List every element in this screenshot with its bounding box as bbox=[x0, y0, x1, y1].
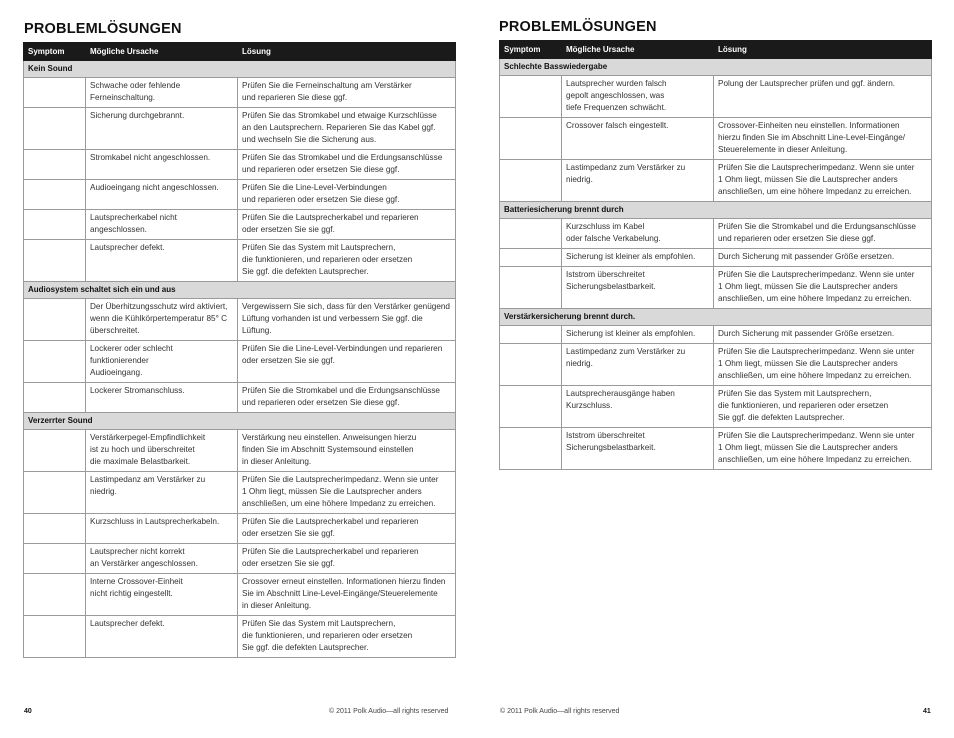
copyright-text: © 2011 Polk Audio—all rights reserved bbox=[329, 708, 449, 715]
section-title: Audiosystem schaltet sich ein und aus bbox=[24, 282, 456, 299]
header-symptom: Symptom bbox=[500, 41, 562, 59]
solution-cell: Prüfen Sie das Stromkabel und die Erdungsanschlüsse und reparieren oder ersetzen Sie diese ggf. bbox=[238, 150, 456, 180]
table-row bbox=[24, 574, 456, 616]
symptom-cell bbox=[500, 428, 562, 470]
table-row bbox=[500, 76, 932, 118]
cause-cell: Sicherung durchgebrannt. bbox=[86, 108, 238, 150]
page-number: 40 bbox=[24, 708, 32, 715]
table-row bbox=[24, 240, 456, 282]
table-row bbox=[24, 616, 456, 658]
page-title: PROBLEMLÖSUNGEN bbox=[499, 19, 657, 35]
symptom-cell bbox=[500, 344, 562, 386]
table-row bbox=[24, 514, 456, 544]
cause-cell: Kurzschluss im Kabel oder falsche Verkabelung. bbox=[562, 219, 714, 249]
symptom-cell bbox=[24, 472, 86, 514]
symptom-cell bbox=[24, 78, 86, 108]
symptom-cell bbox=[500, 326, 562, 344]
solution-cell: Prüfen Sie die Lautsprecherimpedanz. Wenn sie unter 1 Ohm liegt, müssen Sie die Lautsprecher anders anschließen, um eine höhere Impedanz zu erreichen. bbox=[238, 472, 456, 514]
cause-cell: Iststrom überschreitet Sicherungsbelastbarkeit. bbox=[562, 428, 714, 470]
header-cause: Mögliche Ursache bbox=[562, 41, 714, 59]
cause-cell: Lautsprecherausgänge haben Kurzschluss. bbox=[562, 386, 714, 428]
troubleshooting-table bbox=[23, 42, 456, 658]
table-row bbox=[24, 383, 456, 413]
solution-cell: Durch Sicherung mit passender Größe ersetzen. bbox=[714, 326, 932, 344]
symptom-cell bbox=[500, 267, 562, 309]
cause-cell: Der Überhitzungsschutz wird aktiviert, wenn die Kühlkörpertemperatur 85° C überschreitet. bbox=[86, 299, 238, 341]
cause-cell: Lautsprecher defekt. bbox=[86, 616, 238, 658]
section-row bbox=[500, 59, 932, 76]
solution-cell: Vergewissern Sie sich, dass für den Verstärker genügend Lüftung vorhanden ist und verbessern Sie ggf. die Lüftung. bbox=[238, 299, 456, 341]
section-row bbox=[500, 309, 932, 326]
cause-cell: Lockerer oder schlecht funktionierender Audioeingang. bbox=[86, 341, 238, 383]
symptom-cell bbox=[24, 430, 86, 472]
symptom-cell bbox=[500, 118, 562, 160]
solution-cell: Prüfen Sie die Stromkabel und die Erdungsanschlüsse und reparieren oder ersetzen Sie diese ggf. bbox=[714, 219, 932, 249]
symptom-cell bbox=[24, 341, 86, 383]
symptom-cell bbox=[24, 180, 86, 210]
symptom-cell bbox=[24, 383, 86, 413]
solution-cell: Prüfen Sie die Lautsprecherkabel und reparieren oder ersetzen Sie sie ggf. bbox=[238, 210, 456, 240]
symptom-cell bbox=[500, 249, 562, 267]
page-title: PROBLEMLÖSUNGEN bbox=[24, 21, 182, 37]
section-title: Kein Sound bbox=[24, 61, 456, 78]
solution-cell: Prüfen Sie die Lautsprecherimpedanz. Wenn sie unter 1 Ohm liegt, müssen Sie die Lautsprecher anders anschließen, um eine höhere Impedanz zu erreichen. bbox=[714, 428, 932, 470]
section-row bbox=[24, 282, 456, 299]
table-row bbox=[500, 160, 932, 202]
solution-cell: Crossover erneut einstellen. Informationen hierzu finden Sie im Abschnitt Line-Level-Eingänge/Steuerelemente in dieser Anleitung. bbox=[238, 574, 456, 616]
symptom-cell bbox=[24, 616, 86, 658]
page-number: 41 bbox=[923, 708, 931, 715]
symptom-cell bbox=[500, 386, 562, 428]
symptom-cell bbox=[500, 219, 562, 249]
symptom-cell bbox=[24, 210, 86, 240]
solution-cell: Prüfen Sie das Stromkabel und etwaige Kurzschlüsse an den Lautsprechern. Reparieren Sie das Kabel ggf. und wechseln Sie die Sicherung aus. bbox=[238, 108, 456, 150]
symptom-cell bbox=[24, 108, 86, 150]
table-row bbox=[500, 386, 932, 428]
table-row bbox=[500, 118, 932, 160]
cause-cell: Lautsprecher wurden falsch gepolt angeschlossen, was tiefe Frequenzen schwächt. bbox=[562, 76, 714, 118]
cause-cell: Lautsprecher nicht korrekt an Verstärker angeschlossen. bbox=[86, 544, 238, 574]
table-row bbox=[500, 428, 932, 470]
table-row bbox=[24, 150, 456, 180]
table-header-row bbox=[24, 43, 456, 61]
table-row bbox=[500, 344, 932, 386]
cause-cell: Lautsprecher defekt. bbox=[86, 240, 238, 282]
section-title: Verstärkersicherung brennt durch. bbox=[500, 309, 932, 326]
section-row bbox=[500, 202, 932, 219]
symptom-cell bbox=[24, 150, 86, 180]
header-solution: Lösung bbox=[238, 43, 456, 61]
table-row bbox=[500, 219, 932, 249]
cause-cell: Lastimpedanz am Verstärker zu niedrig. bbox=[86, 472, 238, 514]
table-row bbox=[24, 78, 456, 108]
solution-cell: Prüfen Sie die Line-Level-Verbindungen und reparieren oder ersetzen Sie sie ggf. bbox=[238, 341, 456, 383]
header-symptom: Symptom bbox=[24, 43, 86, 61]
cause-cell: Lautsprecherkabel nicht angeschlossen. bbox=[86, 210, 238, 240]
symptom-cell bbox=[500, 160, 562, 202]
cause-cell: Kurzschluss in Lautsprecherkabeln. bbox=[86, 514, 238, 544]
symptom-cell bbox=[500, 76, 562, 118]
copyright-text: © 2011 Polk Audio—all rights reserved bbox=[500, 708, 620, 715]
table-row bbox=[24, 299, 456, 341]
table-row bbox=[24, 180, 456, 210]
solution-cell: Prüfen Sie die Ferneinschaltung am Verstärker und reparieren Sie diese ggf. bbox=[238, 78, 456, 108]
cause-cell: Lastimpedanz zum Verstärker zu niedrig. bbox=[562, 344, 714, 386]
table-row bbox=[24, 108, 456, 150]
cause-cell: Sicherung ist kleiner als empfohlen. bbox=[562, 326, 714, 344]
table-row bbox=[24, 472, 456, 514]
cause-cell: Verstärkerpegel-Empfindlichkeit ist zu hoch und überschreitet die maximale Belastbarkeit. bbox=[86, 430, 238, 472]
symptom-cell bbox=[24, 574, 86, 616]
solution-cell: Prüfen Sie die Lautsprecherimpedanz. Wenn sie unter 1 Ohm liegt, müssen Sie die Lautsprecher anders anschließen, um eine höhere Impedanz zu erreichen. bbox=[714, 344, 932, 386]
symptom-cell bbox=[24, 299, 86, 341]
troubleshooting-table bbox=[499, 40, 932, 470]
cause-cell: Audioeingang nicht angeschlossen. bbox=[86, 180, 238, 210]
solution-cell: Prüfen Sie die Lautsprecherkabel und reparieren oder ersetzen Sie sie ggf. bbox=[238, 544, 456, 574]
symptom-cell bbox=[24, 544, 86, 574]
table-row bbox=[500, 326, 932, 344]
solution-cell: Prüfen Sie die Lautsprecherkabel und reparieren oder ersetzen Sie sie ggf. bbox=[238, 514, 456, 544]
solution-cell: Prüfen Sie das System mit Lautsprechern, die funktionieren, und reparieren oder ersetzen Sie ggf. die defekten Lautsprecher. bbox=[238, 240, 456, 282]
section-row bbox=[24, 413, 456, 430]
table-row bbox=[500, 267, 932, 309]
solution-cell: Polung der Lautsprecher prüfen und ggf. ändern. bbox=[714, 76, 932, 118]
cause-cell: Schwache oder fehlende Ferneinschaltung. bbox=[86, 78, 238, 108]
cause-cell: Interne Crossover-Einheit nicht richtig eingestellt. bbox=[86, 574, 238, 616]
section-title: Batteriesicherung brennt durch bbox=[500, 202, 932, 219]
section-title: Verzerrter Sound bbox=[24, 413, 456, 430]
cause-cell: Iststrom überschreitet Sicherungsbelastbarkeit. bbox=[562, 267, 714, 309]
table-header-row bbox=[500, 41, 932, 59]
header-cause: Mögliche Ursache bbox=[86, 43, 238, 61]
solution-cell: Crossover-Einheiten neu einstellen. Informationen hierzu finden Sie im Abschnitt Line-Level-Eingänge/ Steuerelemente in dieser Anleitung. bbox=[714, 118, 932, 160]
table-row bbox=[500, 249, 932, 267]
table-row bbox=[24, 210, 456, 240]
cause-cell: Crossover falsch eingestellt. bbox=[562, 118, 714, 160]
solution-cell: Verstärkung neu einstellen. Anweisungen hierzu finden Sie im Abschnitt Systemsound einstellen in dieser Anleitung. bbox=[238, 430, 456, 472]
solution-cell: Prüfen Sie die Line-Level-Verbindungen und reparieren oder ersetzen Sie diese ggf. bbox=[238, 180, 456, 210]
cause-cell: Lastimpedanz zum Verstärker zu niedrig. bbox=[562, 160, 714, 202]
solution-cell: Prüfen Sie die Stromkabel und die Erdungsanschlüsse und reparieren oder ersetzen Sie diese ggf. bbox=[238, 383, 456, 413]
right-page bbox=[477, 0, 954, 738]
table-row bbox=[24, 544, 456, 574]
table-row bbox=[24, 430, 456, 472]
cause-cell: Sicherung ist kleiner als empfohlen. bbox=[562, 249, 714, 267]
table-row bbox=[24, 341, 456, 383]
solution-cell: Durch Sicherung mit passender Größe ersetzen. bbox=[714, 249, 932, 267]
solution-cell: Prüfen Sie das System mit Lautsprechern, die funktionieren, und reparieren oder ersetzen Sie ggf. die defekten Lautsprecher. bbox=[714, 386, 932, 428]
section-title: Schlechte Basswiedergabe bbox=[500, 59, 932, 76]
solution-cell: Prüfen Sie die Lautsprecherimpedanz. Wenn sie unter 1 Ohm liegt, müssen Sie die Lautsprecher anders anschließen, um eine höhere Impedanz zu erreichen. bbox=[714, 160, 932, 202]
section-row bbox=[24, 61, 456, 78]
cause-cell: Lockerer Stromanschluss. bbox=[86, 383, 238, 413]
cause-cell: Stromkabel nicht angeschlossen. bbox=[86, 150, 238, 180]
symptom-cell bbox=[24, 240, 86, 282]
symptom-cell bbox=[24, 514, 86, 544]
solution-cell: Prüfen Sie das System mit Lautsprechern, die funktionieren, und reparieren oder ersetzen Sie ggf. die defekten Lautsprecher. bbox=[238, 616, 456, 658]
header-solution: Lösung bbox=[714, 41, 932, 59]
solution-cell: Prüfen Sie die Lautsprecherimpedanz. Wenn sie unter 1 Ohm liegt, müssen Sie die Lautsprecher anders anschließen, um eine höhere Impedanz zu erreichen. bbox=[714, 267, 932, 309]
